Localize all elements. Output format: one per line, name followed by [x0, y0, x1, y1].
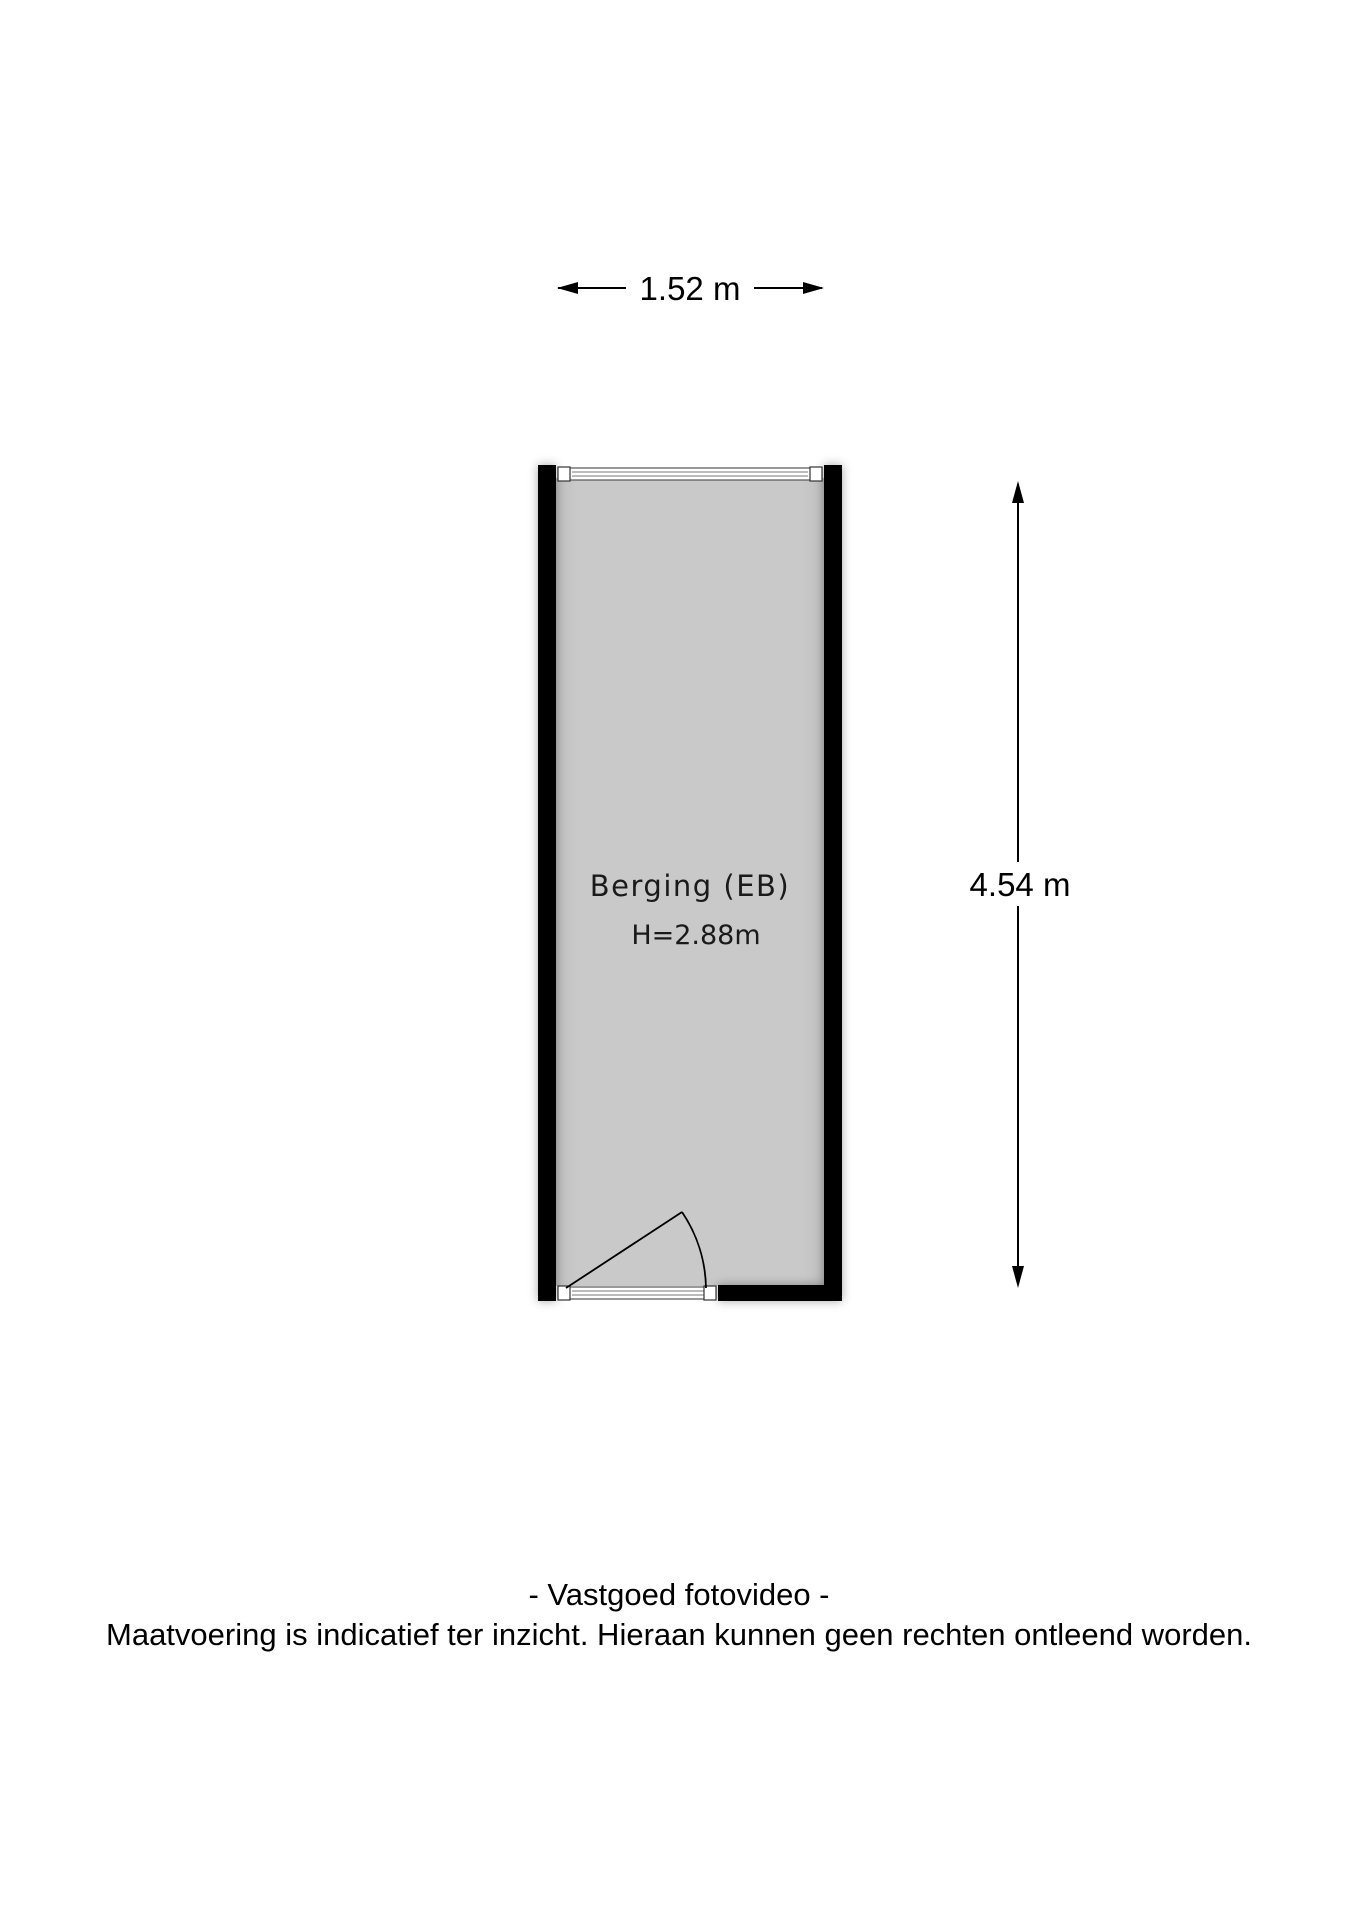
room-height-label: H=2.88m: [631, 920, 761, 951]
right-wall: [824, 465, 842, 1301]
bottom-wall-right: [718, 1285, 842, 1301]
width-dimension: [557, 270, 824, 307]
width-dimension-label: 1.52 m: [639, 270, 741, 307]
footer-disclaimer: Maatvoering is indicatief ter inzicht. Hieraan kunnen geen rechten ontleend worden.: [106, 1617, 1252, 1652]
left-wall: [538, 465, 556, 1301]
length-dimension: [970, 481, 1071, 1288]
footer-brand: - Vastgoed fotovideo -: [528, 1577, 830, 1612]
top-window: [558, 467, 822, 481]
top-wall-left-stub: [538, 465, 556, 483]
length-dimension-label: 4.54 m: [969, 866, 1071, 903]
room-name-label: Berging (EB): [589, 869, 791, 903]
